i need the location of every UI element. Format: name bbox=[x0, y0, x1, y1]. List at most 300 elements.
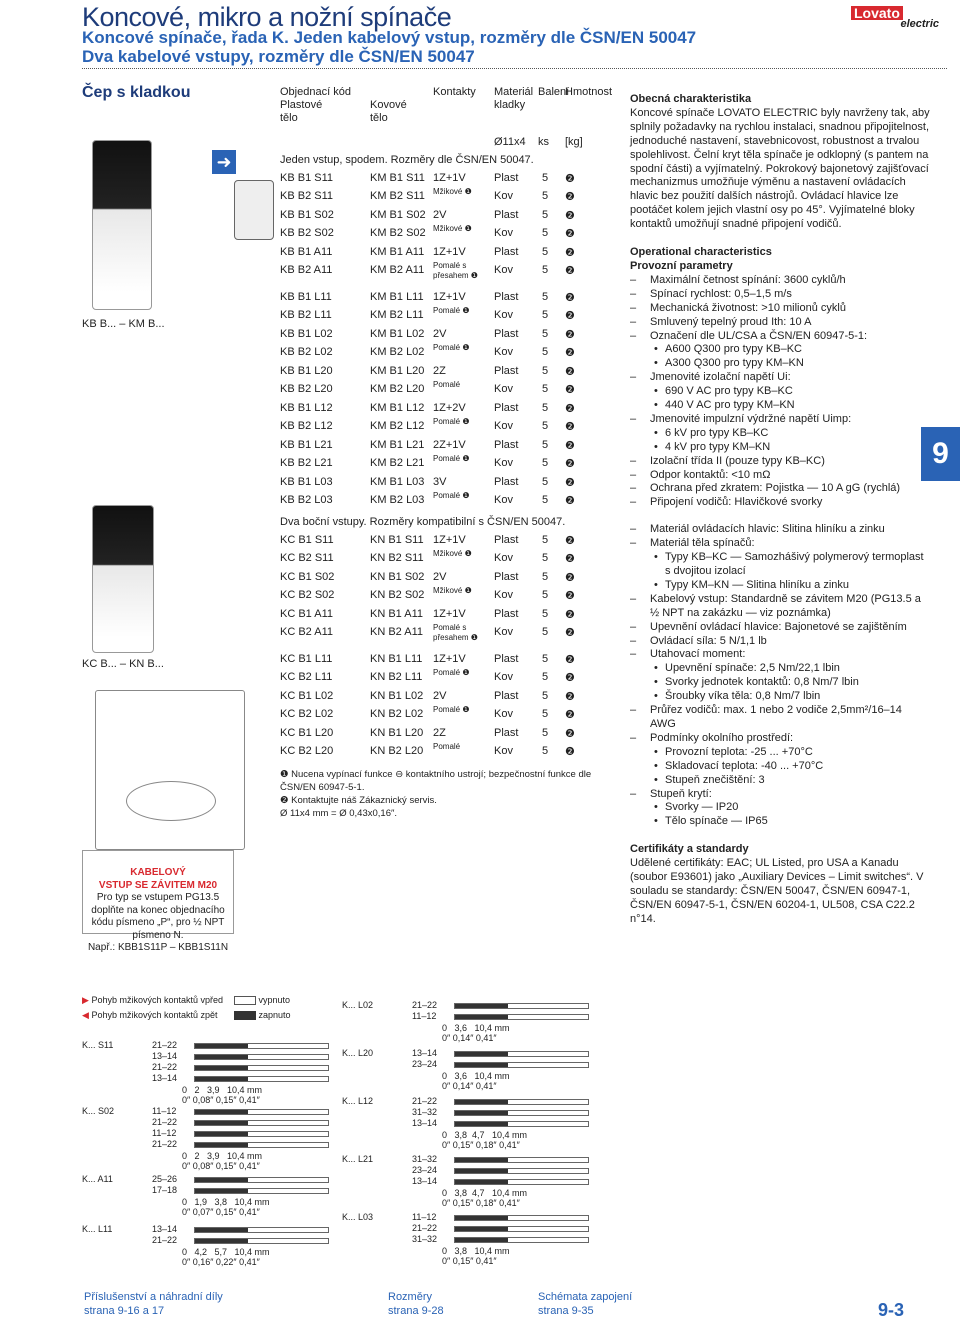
cell: KB B1 L12 bbox=[280, 402, 333, 414]
cell: 5 bbox=[542, 708, 549, 720]
cell: Pomalé bbox=[433, 742, 461, 751]
cell: KN B1 S11 bbox=[370, 534, 424, 546]
contact-label: 21–22 bbox=[152, 1040, 178, 1050]
cell: 5 bbox=[542, 589, 549, 601]
spec-item: • Typy KM–KN — Slitina hliníku a zinku bbox=[630, 579, 930, 593]
spec-item: – Izolační třída II (pouze typy KB–KC) bbox=[630, 455, 930, 469]
cell: KB B2 S11 bbox=[280, 190, 333, 202]
contact-label: 23–24 bbox=[412, 1165, 438, 1175]
spec-item: • 690 V AC pro typy KB–KC bbox=[630, 385, 930, 399]
cell: ❷ bbox=[565, 495, 575, 507]
cell: KM B2 L12 bbox=[370, 420, 425, 432]
diagram-name: K... L12 bbox=[342, 1096, 374, 1106]
cell: 2Z+1V bbox=[433, 439, 466, 451]
cell: Plast bbox=[494, 291, 519, 303]
footer-link-wiring[interactable]: Schémata zapojení strana 9-35 bbox=[538, 1291, 633, 1317]
cell: 5 bbox=[542, 534, 549, 546]
cell: 5 bbox=[542, 227, 549, 239]
contact-bar bbox=[454, 1003, 589, 1009]
cell: ❷ bbox=[565, 654, 575, 666]
cell: Kov bbox=[494, 494, 513, 506]
stroke-mm: 0 2 3,9 10,4 mm bbox=[182, 1151, 263, 1161]
contact-label: 21–22 bbox=[152, 1235, 178, 1245]
cell: KM B1 L11 bbox=[370, 291, 424, 303]
operational-list bbox=[630, 274, 930, 510]
diagram-name: K... S02 bbox=[82, 1106, 115, 1116]
cell: Plast bbox=[494, 653, 519, 665]
page-title: Koncové, mikro a nožní spínače bbox=[82, 2, 452, 32]
cell: Pomalé ❶ bbox=[433, 417, 470, 426]
contact-label: 13–14 bbox=[412, 1176, 438, 1186]
cell: KB B1 L03 bbox=[280, 476, 333, 488]
contact-bar bbox=[194, 1065, 329, 1071]
cell: Kov bbox=[494, 708, 513, 720]
contact-label: 21–22 bbox=[152, 1062, 178, 1072]
chapter-tab[interactable]: 9 bbox=[921, 427, 960, 481]
cell: 2V bbox=[433, 690, 447, 702]
cell: 5 bbox=[542, 209, 549, 221]
contact-label: 25–26 bbox=[152, 1174, 178, 1184]
contact-bar bbox=[194, 1043, 329, 1049]
contact-bar bbox=[454, 1237, 589, 1243]
spec-item: • Skladovací teplota: -40 ... +70°C bbox=[630, 760, 930, 774]
cell: 5 bbox=[542, 383, 549, 395]
cell: ❷ bbox=[565, 173, 575, 185]
contact-label: 31–32 bbox=[412, 1107, 438, 1117]
spec-item: – Upevnění ovládací hlavice: Bajonetové se zajištěním bbox=[630, 621, 930, 635]
spec-item: – Stupeň krytí: bbox=[630, 788, 930, 802]
cell: ❷ bbox=[565, 672, 575, 684]
cell: KM B1 A11 bbox=[370, 246, 425, 258]
cell: 5 bbox=[542, 172, 549, 184]
contact-bar bbox=[454, 1121, 589, 1127]
spec-item: – Spínací rychlost: 0,5–1,5 m/s bbox=[630, 288, 930, 302]
dim-header: Ø11x4 bbox=[494, 136, 526, 148]
cell: Kov bbox=[494, 190, 513, 202]
cell: KB B2 L11 bbox=[280, 309, 332, 321]
diagram-name: K... S11 bbox=[82, 1040, 114, 1050]
diagram-name: K... L20 bbox=[342, 1048, 374, 1058]
cell: 5 bbox=[542, 190, 549, 202]
spec-item: – Materiál těla spínačů: bbox=[630, 537, 930, 551]
cell: 5 bbox=[542, 328, 549, 340]
cell: KC B1 L11 bbox=[280, 653, 333, 665]
cell: 5 bbox=[542, 420, 549, 432]
cell: ❷ bbox=[565, 228, 575, 240]
contact-bar bbox=[454, 1099, 589, 1105]
cell: 5 bbox=[542, 264, 549, 276]
cell: ❷ bbox=[565, 440, 575, 452]
cell: KN B2 L02 bbox=[370, 708, 424, 720]
product-image-kb bbox=[92, 140, 152, 310]
cell: ❷ bbox=[565, 691, 575, 703]
spec-item: – Maximální četnost spínání: 3600 cyklů/h bbox=[630, 274, 930, 288]
col-header-baleni: Balení bbox=[538, 86, 570, 98]
section-title: Čep s kladkou bbox=[82, 84, 191, 101]
cell: ❷ bbox=[565, 247, 575, 259]
cell: ❷ bbox=[565, 627, 575, 639]
general-title: Obecná charakteristika bbox=[630, 93, 752, 105]
contact-label: 13–14 bbox=[152, 1073, 178, 1083]
cell: ❷ bbox=[565, 746, 575, 758]
cell: Kov bbox=[494, 227, 513, 239]
cell: 5 bbox=[542, 476, 549, 488]
spec-item: – Ovládací síla: 5 N/1,1 lb bbox=[630, 635, 930, 649]
stroke-mm: 0 3,8 4,7 10,4 mm bbox=[442, 1130, 528, 1140]
cell: 1Z+1V bbox=[433, 534, 466, 546]
cell: Pomalé ❶ bbox=[433, 306, 470, 315]
cell: ❷ bbox=[565, 310, 575, 322]
spec-item: – Odpor kontaktů: <10 mΩ bbox=[630, 469, 930, 483]
cell: KM B1 L12 bbox=[370, 402, 425, 414]
spec-item: – Kabelový vstup: Standardně se závitem M20 (PG13.5 a ½ NPT na zakázku — viz poznámka) bbox=[630, 593, 930, 621]
spec-item: • Tělo spínače — IP65 bbox=[630, 815, 930, 829]
cell: 5 bbox=[542, 626, 549, 638]
contact-diagram bbox=[342, 1154, 592, 1213]
stroke-inch: 0″ 0,15″ 0,18″ 0,41″ bbox=[442, 1140, 520, 1150]
cell: 5 bbox=[542, 457, 549, 469]
contact-bar bbox=[194, 1109, 329, 1115]
cell: KC B2 S02 bbox=[280, 589, 335, 601]
contact-diagram bbox=[342, 1096, 592, 1155]
cert-text: Udělené certifikáty: EAC; UL Listed, pro USA a Kanadu (soubor E93601) jako „Auxiliary Devices – Limit switches“. V souladu se standardy: ČSN/EN 50047, ČSN/EN 60947-1, ČSN/EN 60947-5-1, ČSN/EN 60204-1, UL508, CSA C22.2 n°14. bbox=[630, 857, 924, 925]
cell: KB B1 S02 bbox=[280, 209, 334, 221]
stroke-mm: 0 3,6 10,4 mm bbox=[442, 1071, 510, 1081]
lever-head-image bbox=[234, 180, 274, 240]
cell: Pomalé ❶ bbox=[433, 491, 470, 500]
cell: 5 bbox=[542, 571, 549, 583]
cell: Kov bbox=[494, 552, 513, 564]
operational-subtitle: Provozní parametry bbox=[630, 259, 733, 272]
contact-label: 21–22 bbox=[412, 1223, 438, 1233]
cell: KN B2 S02 bbox=[370, 589, 425, 601]
cell: ❷ bbox=[565, 403, 575, 415]
cell: Plast bbox=[494, 608, 519, 620]
footer-link-dimensions[interactable]: Rozměry strana 9-28 bbox=[388, 1291, 444, 1317]
cell: KM B2 L21 bbox=[370, 457, 425, 469]
table-notes: ❶ Nucena vypínací funkce ⊖ kontaktního ustrojí; bezpečnostní funkce dle ČSN/EN 60947-5-1. ❷ Kontaktujte náš Zákaznický servis. Ø 11x4 mm = Ø 0,43x0,16″. bbox=[280, 769, 592, 819]
spec-item: – Smluvený tepelný proud Ith: 10 A bbox=[630, 316, 930, 330]
stroke-inch: 0″ 0,08″ 0,15″ 0,41″ bbox=[182, 1095, 260, 1105]
spec-item: • Stupeň znečištění: 3 bbox=[630, 774, 930, 788]
stroke-inch: 0″ 0,14″ 0,41″ bbox=[442, 1081, 497, 1091]
col-header-kontakty: Kontakty bbox=[433, 86, 476, 98]
cell: 2V bbox=[433, 571, 447, 583]
cell: KC B2 L20 bbox=[280, 745, 334, 757]
cell: KB B1 L11 bbox=[280, 291, 332, 303]
cell: ❷ bbox=[565, 384, 575, 396]
cell: KM B2 S11 bbox=[370, 190, 425, 202]
contact-label: 23–24 bbox=[412, 1059, 438, 1069]
cell: 3V bbox=[433, 476, 447, 488]
contact-bar bbox=[454, 1110, 589, 1116]
cell: KM B1 L20 bbox=[370, 365, 425, 377]
stroke-inch: 0″ 0,15″ 0,18″ 0,41″ bbox=[442, 1198, 520, 1208]
cell: KM B1 L21 bbox=[370, 439, 425, 451]
cell: Plast bbox=[494, 365, 519, 377]
spec-item: • A600 Q300 pro typy KB–KC bbox=[630, 343, 930, 357]
cell: Plast bbox=[494, 690, 519, 702]
cell: Kov bbox=[494, 264, 513, 276]
page-subtitle: Koncové spínače, řada K. Jeden kabelový vstup, rozměry dle ČSN/EN 50047 Dva kabelové vstupy, rozměry dle ČSN/EN 50047 bbox=[82, 28, 697, 66]
cell: 5 bbox=[542, 291, 549, 303]
cell: 5 bbox=[542, 653, 549, 665]
cell: 1Z+1V bbox=[433, 172, 466, 184]
cell: 5 bbox=[542, 439, 549, 451]
spec-item: • 4 kV pro typy KM–KN bbox=[630, 441, 930, 455]
spec-item: – Materiál ovládacích hlavic: Slitina hliníku a zinku bbox=[630, 523, 930, 537]
spec-item: – Jmenovité izolační napětí Ui: bbox=[630, 371, 930, 385]
cell: Mžikové ❶ bbox=[433, 586, 472, 595]
cell: ❷ bbox=[565, 553, 575, 565]
contact-diagram bbox=[82, 1106, 332, 1176]
cell: 5 bbox=[542, 690, 549, 702]
stroke-inch: 0″ 0,08″ 0,15″ 0,41″ bbox=[182, 1161, 260, 1171]
product-image-kc bbox=[92, 505, 154, 653]
contact-bar bbox=[194, 1120, 329, 1126]
stroke-inch: 0″ 0,15″ 0,41″ bbox=[442, 1256, 497, 1266]
contact-diagram bbox=[342, 1000, 592, 1048]
cable-entry-box: KABELOVÝ VSTUP SE ZÁVITEM M20 Pro typ se vstupem PG13.5 doplňte na konec objednacího kódu písmeno „P“, pro ½ NPT písmeno N. Např.: KBB1S11P – KBB1S11N bbox=[82, 850, 234, 934]
cell: Pomalé ❶ bbox=[433, 668, 470, 677]
cell: KM B2 S02 bbox=[370, 227, 426, 239]
contact-label: 21–22 bbox=[152, 1139, 178, 1149]
cell: Pomalé s přesahem ❶ bbox=[433, 261, 478, 280]
cell: KN B1 L11 bbox=[370, 653, 423, 665]
cell: Kov bbox=[494, 346, 513, 358]
cell: Kov bbox=[494, 589, 513, 601]
spec-item: • Provozní teplota: -25 ... +70°C bbox=[630, 746, 930, 760]
contact-label: 13–14 bbox=[412, 1048, 438, 1058]
cell: 5 bbox=[542, 309, 549, 321]
stroke-mm: 0 3,6 10,4 mm bbox=[442, 1023, 510, 1033]
cell: KB B2 L21 bbox=[280, 457, 333, 469]
cell: KN B1 S02 bbox=[370, 571, 425, 583]
cell: Kov bbox=[494, 309, 513, 321]
cell: KB B2 S02 bbox=[280, 227, 334, 239]
cell: KM B2 L02 bbox=[370, 346, 425, 358]
cell: 1Z+1V bbox=[433, 608, 466, 620]
contact-bar bbox=[194, 1131, 329, 1137]
col-header-plast: Plastové tělo bbox=[280, 99, 323, 124]
contact-bar bbox=[194, 1076, 329, 1082]
cell: 1Z+1V bbox=[433, 246, 466, 258]
contact-bar bbox=[454, 1062, 589, 1068]
cell: ❷ bbox=[565, 477, 575, 489]
unit-kg: [kg] bbox=[565, 136, 583, 148]
contact-label: 21–22 bbox=[412, 1000, 438, 1010]
spec-text bbox=[630, 93, 930, 927]
cell: KM B1 L03 bbox=[370, 476, 425, 488]
diagram-name: K... L11 bbox=[82, 1224, 113, 1234]
cell: 2Z bbox=[433, 727, 446, 739]
spec-item: • Šroubky víka těla: 0,8 Nm/7 lbin bbox=[630, 690, 930, 704]
contact-bar bbox=[454, 1157, 589, 1163]
cell: KN B2 S11 bbox=[370, 552, 424, 564]
cell: KN B2 L11 bbox=[370, 671, 423, 683]
cell: 1Z+2V bbox=[433, 402, 466, 414]
stroke-inch: 0″ 0,14″ 0,41″ bbox=[442, 1033, 497, 1043]
contact-label: 11–12 bbox=[152, 1128, 177, 1138]
contact-bar bbox=[454, 1226, 589, 1232]
contact-label: 13–14 bbox=[152, 1051, 178, 1061]
cell: Plast bbox=[494, 328, 519, 340]
cell: Pomalé ❶ bbox=[433, 343, 470, 352]
spec-item: • 6 kV pro typy KB–KC bbox=[630, 427, 930, 441]
cell: KN B2 A11 bbox=[370, 626, 423, 638]
cell: KB B2 L03 bbox=[280, 494, 333, 506]
cell: 5 bbox=[542, 608, 549, 620]
stroke-mm: 0 3,8 4,7 10,4 mm bbox=[442, 1188, 528, 1198]
col-header-code: Objednací kód bbox=[280, 86, 351, 98]
cell: KC B1 S02 bbox=[280, 571, 335, 583]
spec-item: • Upevnění spínače: 2,5 Nm/22,1 lbin bbox=[630, 662, 930, 676]
contact-bar bbox=[454, 1014, 589, 1020]
contact-label: 11–12 bbox=[412, 1011, 437, 1021]
spec-item: – Ochrana před zkratem: Pojistka — 10 A gG (rychlá) bbox=[630, 482, 930, 496]
spec-item: • Svorky — IP20 bbox=[630, 801, 930, 815]
spec-item: • 440 V AC pro typy KM–KN bbox=[630, 399, 930, 413]
cell: Plast bbox=[494, 172, 519, 184]
cell: 1Z+1V bbox=[433, 653, 466, 665]
cell: KM B1 S02 bbox=[370, 209, 426, 221]
cell: 5 bbox=[542, 402, 549, 414]
contact-diagram bbox=[342, 1212, 592, 1271]
contact-label: 21–22 bbox=[152, 1117, 178, 1127]
stroke-inch: 0″ 0,07″ 0,15″ 0,41″ bbox=[182, 1207, 260, 1217]
spec-item: • A300 Q300 pro typy KM–KN bbox=[630, 357, 930, 371]
cell: KC B1 A11 bbox=[280, 608, 333, 620]
cell: KB B2 L02 bbox=[280, 346, 333, 358]
cell: ❷ bbox=[565, 728, 575, 740]
stroke-inch: 0″ 0,16″ 0,22″ 0,41″ bbox=[182, 1257, 260, 1267]
cell: KC B2 S11 bbox=[280, 552, 334, 564]
cell: KB B2 L12 bbox=[280, 420, 333, 432]
cell: ❷ bbox=[565, 292, 575, 304]
contact-label: 31–32 bbox=[412, 1154, 438, 1164]
spec-item: • Typy KB–KC — Samozhášivý polymerový termoplast s dvojitou izolací bbox=[630, 551, 930, 579]
col-header-hmotnost: Hmotnost bbox=[565, 86, 613, 98]
cell: KC B2 A11 bbox=[280, 626, 333, 638]
cell: Kov bbox=[494, 745, 513, 757]
stroke-mm: 0 1,9 3,8 10,4 mm bbox=[182, 1197, 270, 1207]
header-divider bbox=[82, 68, 947, 69]
cell: ❷ bbox=[565, 609, 575, 621]
spec-item: – Podmínky okolního prostředí: bbox=[630, 732, 930, 746]
cell: 5 bbox=[542, 727, 549, 739]
contact-bar bbox=[454, 1168, 589, 1174]
contact-bar bbox=[194, 1238, 329, 1244]
label-kc: KC B... – KN B... bbox=[82, 658, 164, 670]
cell: KM B1 L02 bbox=[370, 328, 425, 340]
cell: 2V bbox=[433, 209, 447, 221]
general-text: Koncové spínače LOVATO ELECTRIC byly navrženy tak, aby splnily požadavky na rychlou instalaci, snadnou připojitelnost, jednoduché nastavení, stavebnicovost, robustnost a trvalou spolehlivost. Čelní kryt těla spínače je odklopný (s pantem na spodní části) a vyjímatelný. Pokrokový bajonetový zajišťovací mechanizmus umožňuje výměnu a nastavení ovládacích hlavic bez použití dalších nástrojů. Ovládací hlavice lze pootáčet kolem jejich vlastní osy po 45°. Vyjímatelné bloky kontaktů umožňují snadné připojení vodičů. bbox=[630, 106, 930, 231]
cell: ❷ bbox=[565, 535, 575, 547]
cell: 5 bbox=[542, 246, 549, 258]
cell: ❷ bbox=[565, 191, 575, 203]
cell: Plast bbox=[494, 727, 519, 739]
contact-diagram bbox=[82, 1174, 332, 1222]
contact-diagram bbox=[342, 1048, 592, 1096]
cell: Kov bbox=[494, 671, 513, 683]
cell: Plast bbox=[494, 571, 519, 583]
cell: 5 bbox=[542, 745, 549, 757]
col-header-material: Materiál kladky bbox=[494, 86, 534, 111]
contact-label: 21–22 bbox=[412, 1096, 438, 1106]
cell: Mžikové ❶ bbox=[433, 549, 472, 558]
cell: KC B2 L11 bbox=[280, 671, 333, 683]
lovato-logo: Lovato electric bbox=[851, 5, 943, 31]
cell: Kov bbox=[494, 420, 513, 432]
contact-label: 13–14 bbox=[412, 1118, 438, 1128]
diagram-name: K... A11 bbox=[82, 1174, 113, 1184]
stroke-mm: 0 3,8 10,4 mm bbox=[442, 1246, 510, 1256]
cell: Plast bbox=[494, 246, 519, 258]
contact-bar bbox=[194, 1054, 329, 1060]
label-kb: KB B... – KM B... bbox=[82, 318, 165, 330]
cell: Plast bbox=[494, 534, 519, 546]
cell: Pomalé bbox=[433, 380, 461, 389]
cell: Pomalé s přesahem ❶ bbox=[433, 623, 478, 642]
contact-bar bbox=[194, 1142, 329, 1148]
cell: 2V bbox=[433, 328, 447, 340]
cell: KC B1 L20 bbox=[280, 727, 334, 739]
cell: ❷ bbox=[565, 265, 575, 277]
cell: KN B2 L20 bbox=[370, 745, 424, 757]
contact-bar bbox=[454, 1215, 589, 1221]
contact-label: 11–12 bbox=[412, 1212, 437, 1222]
cell: KM B2 L03 bbox=[370, 494, 425, 506]
cell: Plast bbox=[494, 476, 519, 488]
spec-item: – Mechanická životnost: >10 milionů cyklů bbox=[630, 302, 930, 316]
unit-ks: ks bbox=[538, 136, 549, 148]
cell: KC B2 L02 bbox=[280, 708, 334, 720]
spec-item: – Připojení vodičů: Hlavičkové svorky bbox=[630, 496, 930, 510]
cell: 5 bbox=[542, 365, 549, 377]
cell: KM B1 S11 bbox=[370, 172, 425, 184]
cell: KN B1 A11 bbox=[370, 608, 423, 620]
spec-item: – Průřez vodičů: max. 1 nebo 2 vodiče 2,5mm²/16–14 AWG bbox=[630, 704, 930, 732]
cell: KC B1 S11 bbox=[280, 534, 334, 546]
contact-bar bbox=[194, 1227, 329, 1233]
cell: KB B1 S11 bbox=[280, 172, 333, 184]
cell: 5 bbox=[542, 671, 549, 683]
contact-bar bbox=[454, 1051, 589, 1057]
cell: ❷ bbox=[565, 347, 575, 359]
cell: ❷ bbox=[565, 709, 575, 721]
cell: Mžikové ❶ bbox=[433, 224, 472, 233]
cell: ❷ bbox=[565, 572, 575, 584]
cell: KN B1 L02 bbox=[370, 690, 424, 702]
footer-link-accessories[interactable]: Příslušenství a náhradní díly strana 9-16 a 17 bbox=[84, 1291, 223, 1317]
cell: KN B1 L20 bbox=[370, 727, 424, 739]
diagram-name: K... L03 bbox=[342, 1212, 374, 1222]
cell: Plast bbox=[494, 209, 519, 221]
cell: KM B2 L20 bbox=[370, 383, 425, 395]
cell: Plast bbox=[494, 439, 519, 451]
cell: KB B1 L02 bbox=[280, 328, 333, 340]
arrow-icon: ➜ bbox=[212, 150, 236, 174]
cell: 1Z+1V bbox=[433, 291, 466, 303]
cell: 2Z bbox=[433, 365, 446, 377]
cell: ❷ bbox=[565, 366, 575, 378]
contact-label: 17–18 bbox=[152, 1185, 178, 1195]
cell: KB B1 A11 bbox=[280, 246, 333, 258]
diagram-name: K... L02 bbox=[342, 1000, 374, 1010]
cell: KB B1 L21 bbox=[280, 439, 333, 451]
contact-diagram bbox=[82, 1224, 332, 1272]
cell: 5 bbox=[542, 552, 549, 564]
